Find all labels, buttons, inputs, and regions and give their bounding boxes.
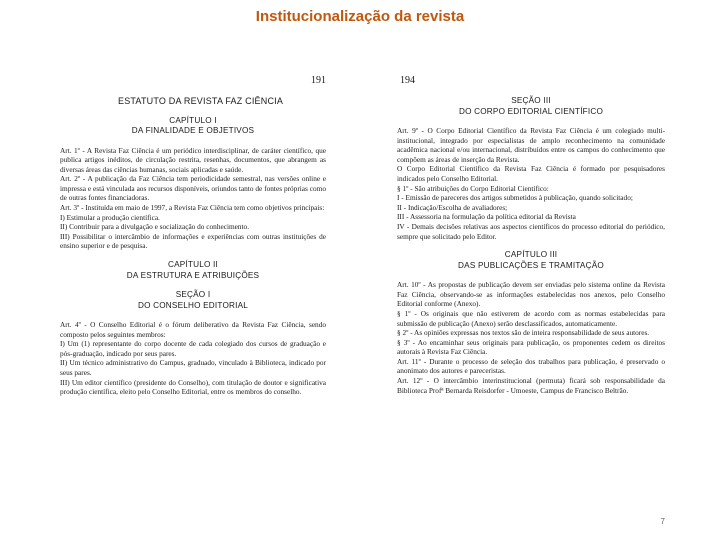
paragraph: Art. 3º - Instituída em maio de 1997, a Revista Faz Ciência tem como objetivos principais: xyxy=(60,203,325,213)
paragraph: IV - Demais decisões relativas aos aspectos científicos do processo editorial do periódico, sempre que solicitado pelo Editor. xyxy=(397,221,665,241)
paragraph: III - Assessoria na formulação da política editorial da Revista xyxy=(397,212,576,222)
chapter-heading: CAPÍTULO III xyxy=(504,250,558,260)
paragraph: Art. 10º - As propostas de publicação devem ser enviadas pelo sistema online da Revista Faz Ciência, observando-se as informações estabelecidas nos anexos, pelo Conselho Editorial conforme (Anexo). xyxy=(397,280,665,309)
left-page-number: 191 xyxy=(311,75,326,86)
chapter-heading: CAPÍTULO I xyxy=(169,115,217,125)
paragraph: § 1º - Os originais que não estiverem de acordo com as normas estabelecidas para submissão de publicação (Anexo) serão desclassificados, automaticamente. xyxy=(397,308,665,328)
chapter-subheading: DA FINALIDADE E OBJETIVOS xyxy=(131,126,255,135)
paragraph: III) Um editor científico (presidente do Conselho), com titulação de doutor e significativa produção científica, eleito pelo Conselho Editorial, entre os membros do conselho. xyxy=(60,377,326,397)
paragraph: II) Um técnico administrativo do Campus, graduado, vinculado à Biblioteca, indicado por seus pares. xyxy=(60,358,326,377)
statute-title: ESTATUTO DA REVISTA FAZ CIÊNCIA xyxy=(118,96,284,106)
paragraph: § 2º - As opiniões expressas nos textos são de inteira responsabilidade de seus autores. xyxy=(397,328,650,338)
paragraph: II - Indicação/Escolha de avaliadores; xyxy=(397,202,508,212)
chapter-subheading: DA ESTRUTURA E ATRIBUIÇÕES xyxy=(126,270,260,280)
chapter-heading: CAPÍTULO II xyxy=(168,260,218,270)
paragraph: Art. 11º - Durante o processo de seleção dos trabalhos para publicação, é preservado o anonimato dos autores e pareceristas. xyxy=(397,356,665,376)
section-subheading: DO CORPO EDITORIAL CIENTÍFICO xyxy=(458,106,604,116)
paragraph: I) Um (1) representante do corpo docente de cada colegiado dos cursos de graduação e pós-graduação, indicado por seus pares. xyxy=(60,339,326,358)
slide-title: Institucionalização da revista xyxy=(255,8,465,25)
slide-number: 7 xyxy=(660,517,665,526)
paragraph: II) Contribuir para a divulgação e socialização do conhecimento. xyxy=(60,222,250,232)
section-subheading: DO CONSELHO EDITORIAL xyxy=(137,300,249,310)
paragraph: O Corpo Editorial Científico da Revista Faz Ciência é formado por pesquisadores indicados pelo Conselho Editorial. xyxy=(397,164,665,183)
paragraph: Art. 9º - O Corpo Editorial Científico da Revista Faz Ciência é um colegiado multi-institucional, integrado por especialistas de amplo reconhecimento na comunidade acadêmica nacional e/ou internacional, distribuídos entre os campos do conhecimento que compõem as áreas de inserção da Revista. xyxy=(397,126,665,164)
paragraph: § 1º - São atribuições do Corpo Editorial Científico: xyxy=(397,183,549,193)
paragraph: I) Estimular a produção científica. xyxy=(60,212,160,222)
paragraph: Art. 1º - A Revista Faz Ciência é um periódico interdisciplinar, de caráter científico, que publica artigos inéditos, de circulação restrita, resenhas, documentos, que abrangem as diversas áreas das ciências humanas, sociais aplicadas e saúde. xyxy=(60,145,326,174)
paragraph: § 3º - Ao encaminhar seus originais para publicação, os proponentes cedem os direitos autorais à Revista Faz Ciência. xyxy=(397,337,665,357)
paragraph: Art. 4º - O Conselho Editorial é o fórum deliberativo da Revista Faz Ciência, sendo composto pelos seguintes membros: xyxy=(60,320,326,339)
paragraph: Art. 12º - O intercâmbio interinstitucional (permuta) ficará sob responsabilidade da Biblioteca Profª Bernarda Reisdorfer - Umoeste, Campus de Francisco Beltrão. xyxy=(397,376,665,395)
section-heading: SEÇÃO I xyxy=(175,290,211,300)
right-page-number: 194 xyxy=(400,75,415,86)
paragraph: Art. 2º - A publicação da Faz Ciência tem periodicidade semestral, nas versões online e impressa e está vinculada aos recursos disponíveis, oriundos tanto de fontes próprias como de outras fontes financiadoras. xyxy=(60,174,326,203)
chapter-subheading: DAS PUBLICAÇÕES E TRAMITAÇÃO xyxy=(458,260,604,270)
section-heading: SEÇÃO III xyxy=(511,96,551,105)
paragraph: I - Emissão de pareceres dos artigos submetidos à publicação, quando solicitado; xyxy=(397,193,633,203)
paragraph: III) Possibilitar o intercâmbio de informações e experiências com outras instituições de ensino superior e de pesquisa. xyxy=(60,231,326,251)
